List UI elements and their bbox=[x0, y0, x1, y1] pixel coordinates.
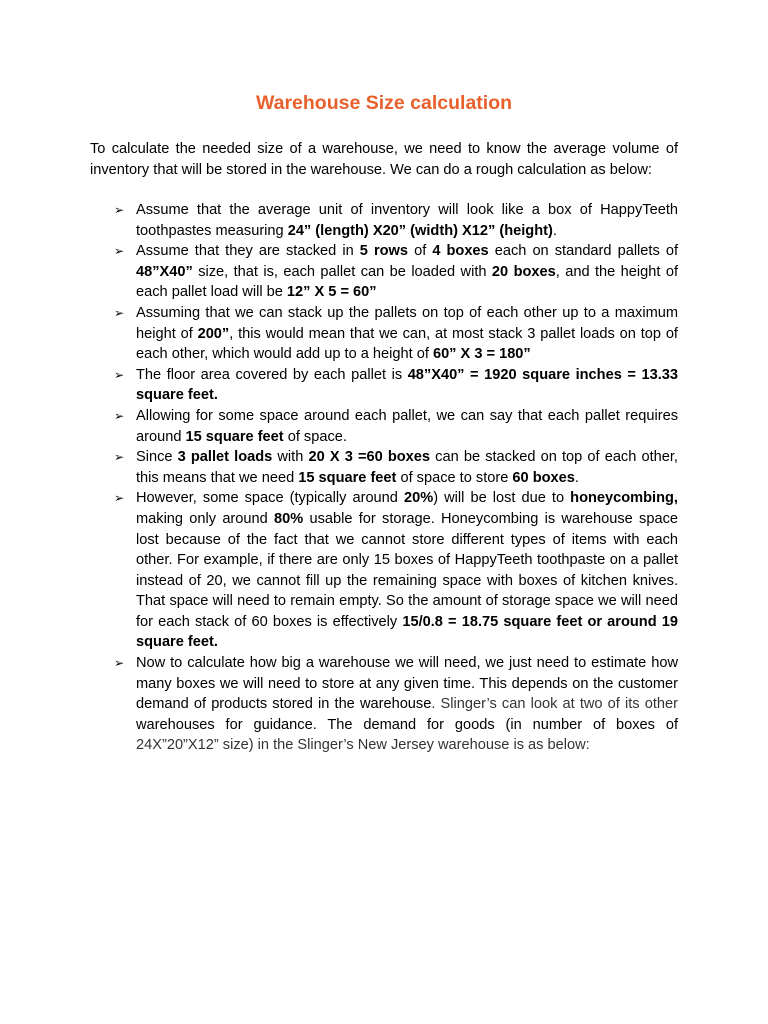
intro-paragraph: To calculate the needed size of a warehouse, we need to know the average volume of inventory that will be stored in the warehouse. We can do a rough calculation as below: bbox=[90, 141, 678, 178]
text-run: usable for storage. Honeycombing is warehouse space lost because of the fact that we cannot store different types of items with each other. For example, if there are only 15 boxes of HappyTeeth toothpaste on a pallet instead of 20, we cannot fill up the remaining space with boxes of kitchen knives. That space will need to remain empty. So the amount of storage space we will need for each stack of 60 boxes is effectively bbox=[136, 510, 678, 630]
text-run: warehouses for guidance. The demand for goods (in number of boxes of bbox=[136, 716, 678, 733]
bullet-text bbox=[136, 449, 678, 486]
text-run: can be stacked on top of each other, this means that we need bbox=[136, 449, 678, 486]
text-run: of space. bbox=[283, 428, 347, 445]
text-run: The floor area covered by each pallet is bbox=[136, 366, 408, 383]
bullet-item bbox=[90, 365, 678, 406]
bold-text: 60 boxes bbox=[512, 469, 575, 486]
document-title: Warehouse Size calculation bbox=[255, 92, 513, 114]
bold-text: 15 square feet bbox=[185, 428, 284, 445]
bullet-item bbox=[90, 200, 678, 241]
text-run: ) will be lost due to bbox=[433, 490, 571, 507]
text-run: Allowing for some space around each pallet, we can say that each pallet requires around bbox=[136, 407, 678, 445]
text-run: 24X”20”X12” size) in the Slinger’s New Jersey warehouse is as below: bbox=[136, 737, 590, 754]
text-run: size, that is, each pallet can be loaded with bbox=[192, 263, 492, 280]
bullet-text bbox=[136, 243, 678, 300]
text-run: of bbox=[408, 243, 433, 260]
bold-text: honeycombing, bbox=[570, 490, 678, 507]
bullet-arrow-icon: ➢ bbox=[114, 203, 125, 217]
bold-text: 200” bbox=[197, 325, 230, 342]
bullet-arrow-icon: ➢ bbox=[114, 450, 125, 465]
bold-text: 20 X 3 =60 boxes bbox=[308, 449, 431, 466]
text-run: with bbox=[272, 449, 309, 466]
bullet-arrow-icon: ➢ bbox=[114, 656, 125, 671]
text-run: , and the height of each pallet load will be bbox=[136, 263, 679, 301]
bullet-text bbox=[136, 408, 678, 445]
text-run: . bbox=[574, 469, 579, 486]
bullet-arrow-icon: ➢ bbox=[114, 305, 125, 320]
bold-text: 5 rows bbox=[359, 243, 409, 260]
bullet-item bbox=[90, 447, 678, 488]
bullet-arrow-icon: ➢ bbox=[114, 491, 125, 506]
bold-text: 20% bbox=[403, 490, 434, 507]
bullet-item bbox=[90, 406, 678, 447]
text-run: , this would mean that we can, at most stack 3 pallet loads on top of each other, which would add up to a height of bbox=[136, 325, 678, 363]
bullet-list bbox=[90, 200, 678, 756]
bullet-text bbox=[136, 490, 678, 650]
bullet-text bbox=[136, 367, 678, 404]
text-run: However, some space (typically around bbox=[136, 490, 404, 507]
bullet-arrow-icon: ➢ bbox=[114, 408, 125, 423]
bullet-item bbox=[90, 488, 678, 653]
bullet-item bbox=[90, 241, 678, 303]
bullet-item bbox=[90, 303, 678, 365]
bullet-arrow-icon: ➢ bbox=[114, 244, 125, 259]
text-run: . bbox=[552, 222, 557, 239]
bold-text: 15 square feet bbox=[298, 469, 397, 486]
text-run: of space to store bbox=[396, 469, 513, 486]
bold-text: 20 boxes bbox=[491, 263, 556, 280]
text-run: making only around bbox=[136, 510, 275, 527]
text-run: Now to calculate how big a warehouse we will need, we just need to estimate how many boxes we will need to store at any given time. This depends on the customer demand of products stored in the warehouse bbox=[136, 655, 678, 713]
bullet-text bbox=[136, 655, 678, 753]
bullet-text bbox=[136, 202, 678, 239]
bold-text: 15/0.8 = 18.75 square feet or around 19 square feet. bbox=[136, 613, 679, 651]
bold-text: 80% bbox=[274, 510, 304, 527]
bullet-item bbox=[90, 653, 678, 756]
bold-text: 12” X 5 = 60” bbox=[286, 284, 377, 301]
bold-text: 24” (length) X20” (width) X12” (height) bbox=[287, 222, 553, 239]
bold-text: 60” X 3 = 180” bbox=[432, 346, 531, 363]
text-run: each on standard pallets of bbox=[488, 243, 679, 260]
bullet-arrow-icon: ➢ bbox=[114, 367, 125, 382]
text-run: Assuming that we can stack up the pallets on top of each other up to a maximum height of bbox=[136, 304, 678, 342]
text-run: Since bbox=[136, 449, 178, 466]
text-run: Assume that the average unit of inventory will look like a box of HappyTeeth toothpastes measuring bbox=[136, 202, 678, 239]
bold-text: 4 boxes bbox=[432, 243, 489, 260]
text-run: . Slinger’s can look at two of its other bbox=[431, 696, 678, 713]
bold-text: 48”X40” bbox=[136, 263, 193, 280]
bullet-text bbox=[136, 305, 678, 362]
text-run: Assume that they are stacked in bbox=[136, 243, 360, 260]
bold-text: 48”X40” = 1920 square inches = 13.33 square feet. bbox=[136, 366, 678, 404]
bold-text: 3 pallet loads bbox=[177, 449, 273, 466]
